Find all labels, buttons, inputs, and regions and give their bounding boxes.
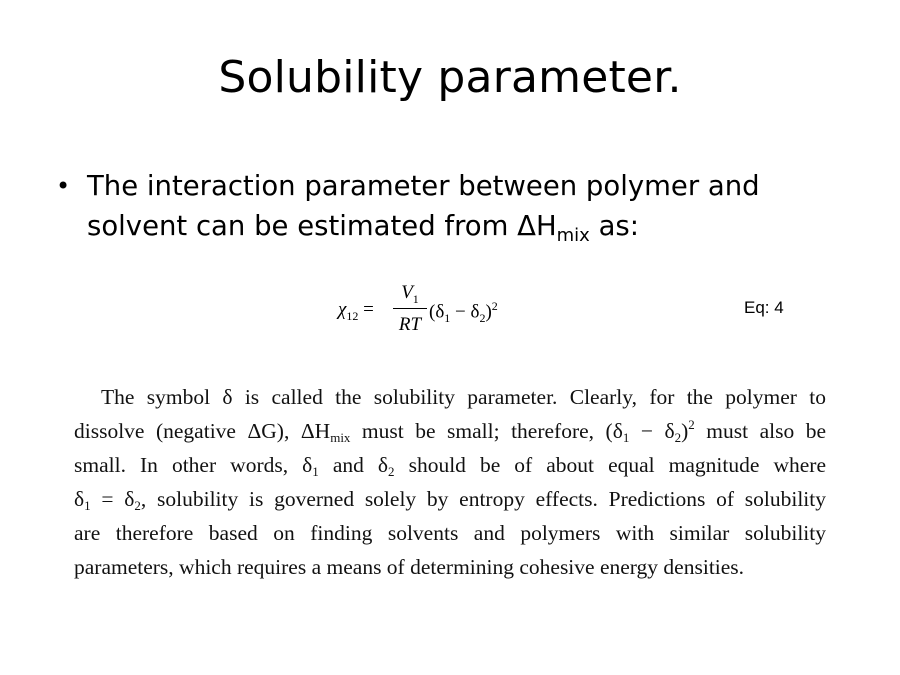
slide-title: Solubility parameter. bbox=[218, 52, 682, 103]
rhs-open: (δ bbox=[429, 301, 445, 323]
subscript: 1 bbox=[312, 464, 319, 479]
denominator-text: RT bbox=[398, 314, 422, 335]
paragraph-line: The symbol δ is called the solubility parameter. Clearly, for the polymer to bbox=[101, 385, 826, 409]
subscript: 1 bbox=[622, 430, 630, 445]
rhs-minus: − δ bbox=[450, 301, 480, 323]
paragraph-line bbox=[74, 448, 826, 482]
paragraph-line: are therefore based on finding solvents and polymers with similar solubility bbox=[74, 521, 826, 545]
subscript: 2 bbox=[134, 498, 141, 513]
rhs-sub-2: 2 bbox=[479, 311, 486, 326]
text-run: δ bbox=[74, 487, 85, 511]
equation-rhs bbox=[429, 299, 498, 326]
chi-subscript: 12 bbox=[346, 308, 359, 323]
text-run: should be of about equal magnitude where bbox=[394, 453, 826, 477]
numerator-symbol: V bbox=[401, 282, 413, 303]
text-run: ) bbox=[681, 419, 689, 443]
fraction-denominator bbox=[393, 314, 427, 336]
fraction-bar bbox=[393, 308, 427, 309]
equals-sign: = bbox=[363, 299, 374, 320]
rhs-sub-1: 1 bbox=[444, 311, 451, 326]
subscript: mix bbox=[330, 430, 351, 445]
paragraph-line: parameters, which requires a means of determining cohesive energy densities. bbox=[74, 555, 745, 579]
text-run: small. In other words, δ bbox=[74, 453, 313, 477]
text-run: dissolve (negative ΔG), ΔH bbox=[74, 419, 331, 443]
text-run: = δ bbox=[90, 487, 135, 511]
subscript: 2 bbox=[388, 464, 395, 479]
bullet-text-main: The interaction parameter between polymer and solvent can be estimated from ΔH bbox=[87, 170, 760, 242]
text-run: and δ bbox=[318, 453, 389, 477]
numerator-subscript: 1 bbox=[412, 291, 419, 306]
text-run: must be small; therefore, (δ bbox=[350, 419, 623, 443]
text-run: − δ bbox=[629, 419, 675, 443]
paragraph-line bbox=[74, 414, 826, 448]
bullet-text bbox=[87, 166, 827, 246]
chi-symbol: χ bbox=[338, 299, 347, 320]
equation-lhs bbox=[338, 299, 374, 324]
equation-label: Eq: 4 bbox=[744, 298, 784, 317]
rhs-power: 2 bbox=[491, 299, 498, 313]
bullet-subscript: mix bbox=[556, 225, 590, 246]
rhs-close: ) bbox=[485, 301, 492, 323]
fraction-numerator bbox=[393, 282, 427, 307]
subscript: 2 bbox=[674, 430, 682, 445]
bullet-text-end: as: bbox=[589, 210, 640, 242]
explanation-paragraph bbox=[74, 380, 826, 584]
text-run: , solubility is governed solely by entropy effects. Predictions of solubility bbox=[140, 487, 826, 511]
subscript: 1 bbox=[84, 498, 91, 513]
superscript: 2 bbox=[688, 417, 695, 432]
bullet-dot-icon: • bbox=[56, 172, 71, 200]
paragraph-line bbox=[74, 482, 826, 516]
text-run: must also be bbox=[694, 419, 827, 443]
